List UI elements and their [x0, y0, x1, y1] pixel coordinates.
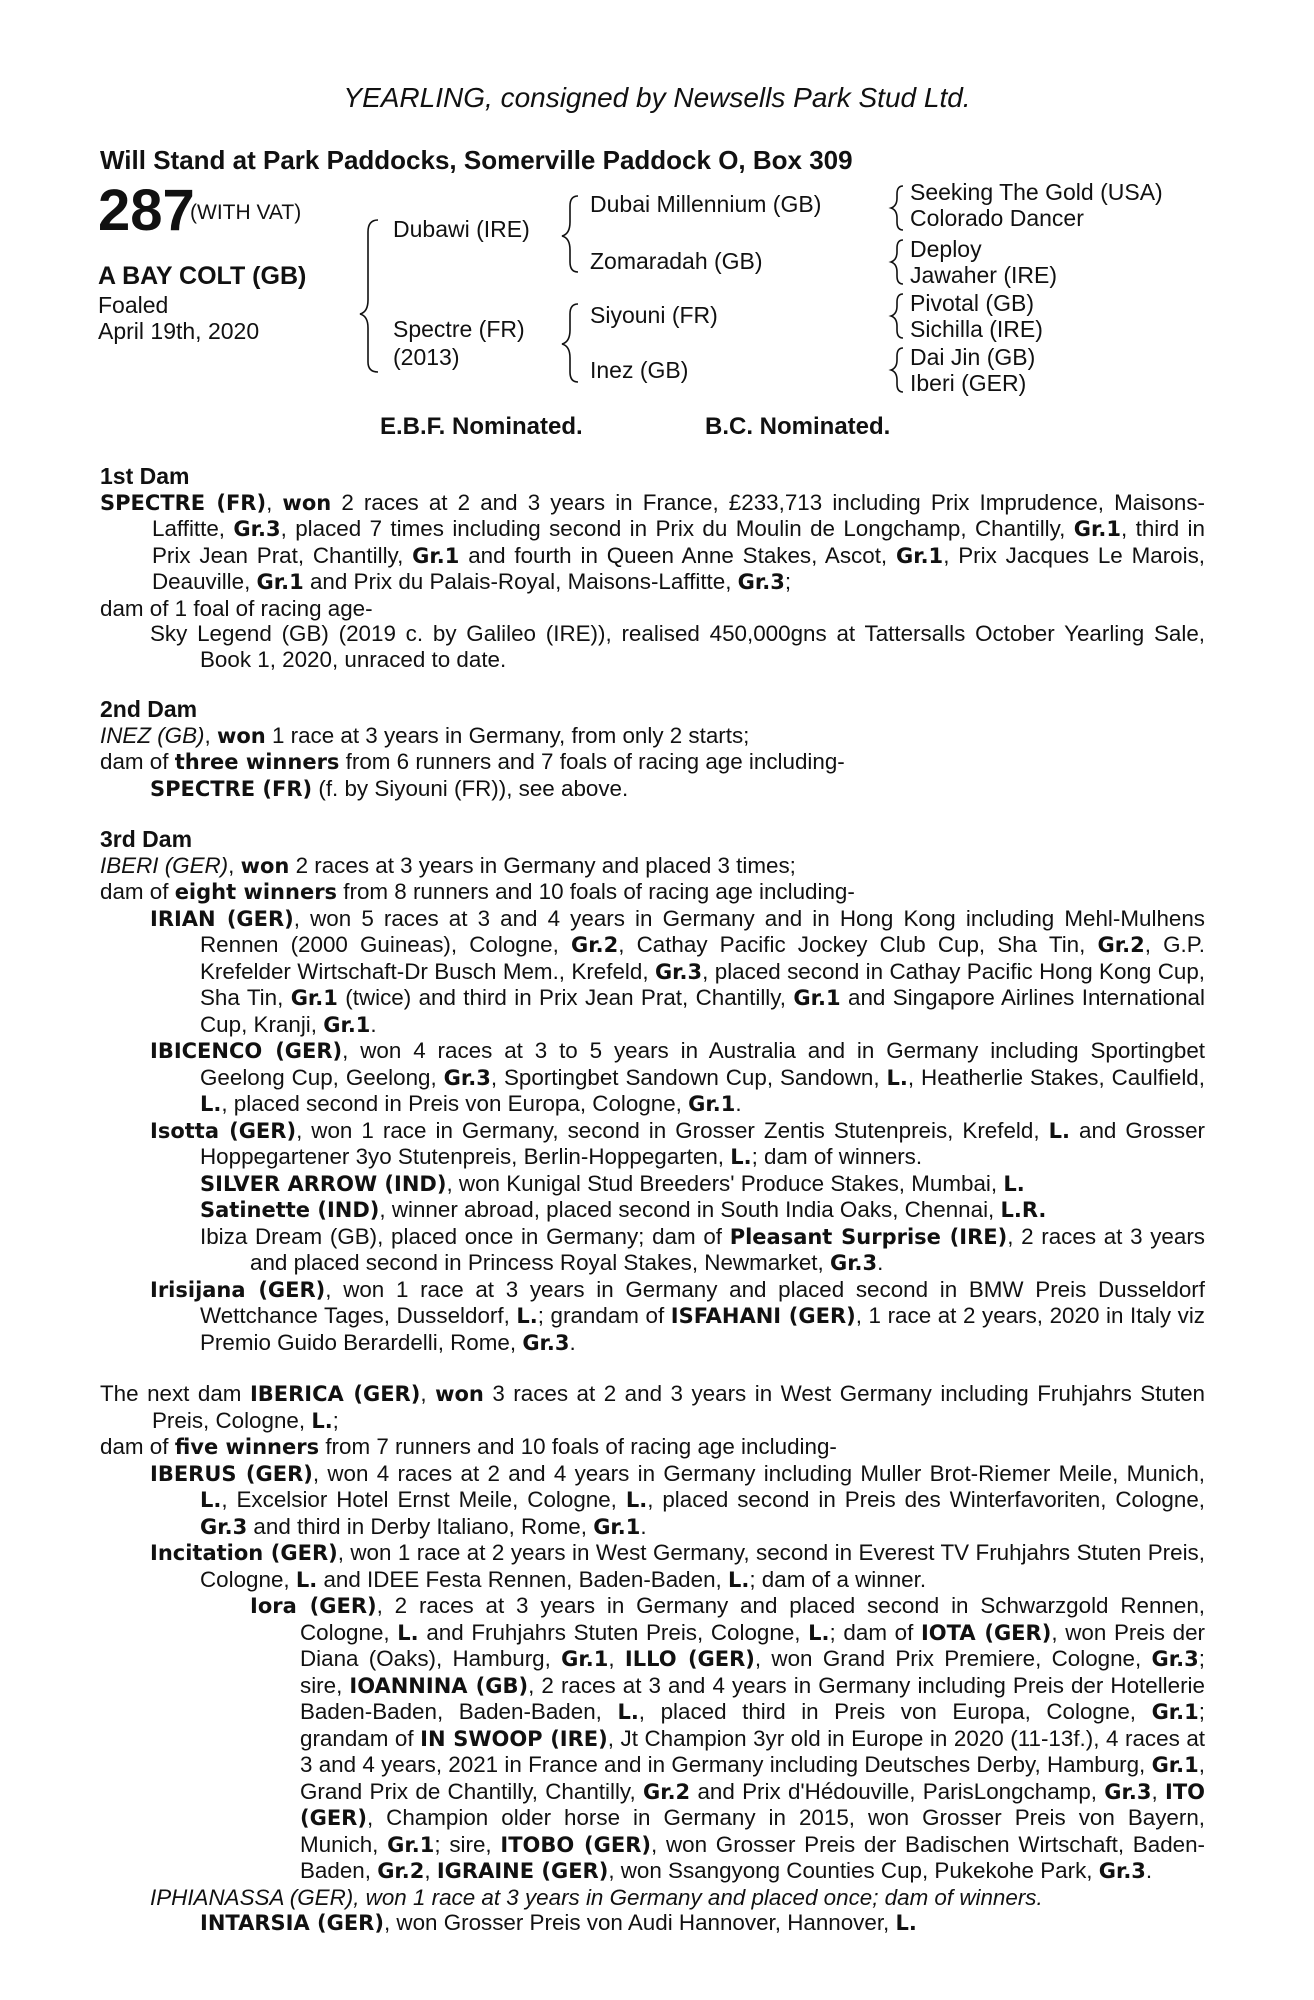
dam-dam: Inez (GB): [590, 357, 689, 383]
first-dam-foal: Sky Legend (GB) (2019 c. by Galileo (IRE)), realised 450,000gns at Tattersalls October Yearling Sale, Book 1, 2020, unraced to date.: [150, 621, 1205, 672]
dam-sire-sire: Pivotal (GB): [910, 290, 1034, 316]
next-dam-produce-intro: dam of five winners from 7 runners and 10 foals of racing age including-: [100, 1434, 837, 1459]
first-dam-record: SPECTRE (FR), won 2 races at 2 and 3 years in France, £233,713 including Prix Imprudence, Maisons-Laffitte, Gr.3, placed 7 times including second in Prix du Moulin de Longchamp, Chantilly, Gr.1, third in Prix Jean Prat, Chantilly, Gr.1 and fourth in Queen Anne Stakes, Ascot, Gr.1, Prix Jacques Le Marois, Deauville, Gr.1 and Prix du Palais-Royal, Maisons-Laffitte, Gr.3;: [100, 489, 1205, 594]
dam-sire: Siyouni (FR): [590, 302, 718, 328]
foaled-label: Foaled: [98, 292, 169, 318]
dam-dam-sire: Dai Jin (GB): [910, 344, 1036, 370]
sire-sire-dam: Colorado Dancer: [910, 205, 1084, 231]
produce-silver-arrow: SILVER ARROW (IND), won Kunigal Stud Breeders' Produce Stakes, Mumbai, L.: [200, 1170, 1025, 1196]
produce-satinette: Satinette (IND), winner abroad, placed second in South India Oaks, Chennai, L.R.: [200, 1197, 1047, 1222]
produce-ibiza-dream: Ibiza Dream (GB), placed once in Germany; dam of Pleasant Surprise (IRE), 2 races at 3 years and placed second in Princess Royal Stakes, Newmarket, Gr.3.: [200, 1223, 1205, 1275]
dam-year: (2013): [393, 344, 460, 370]
produce-irian: IRIAN (GER), won 5 races at 3 and 4 years in Germany and in Hong Kong including Mehl-Mulhens Rennen (2000 Guineas), Cologne, Gr.2, Cathay Pacific Jockey Club Cup, Sha Tin, Gr.2, G.P. Krefelder Wirtschaft-Dr Busch Mem., Krefeld, Gr.3, placed second in Cathay Pacific Hong Kong Cup, Sha Tin, Gr.1 (twice) and third in Prix Jean Prat, Chantilly, Gr.1 and Singapore Airlines International Cup, Kranji, Gr.1.: [150, 905, 1205, 1037]
produce-intarsia: INTARSIA (GER), won Grosser Preis von Audi Hannover, Hannover, L.: [200, 1910, 917, 1935]
foaled-date: April 19th, 2020: [98, 318, 260, 344]
sire-sire-sire: Seeking The Gold (USA): [910, 179, 1163, 205]
second-dam-heading: 2nd Dam: [100, 696, 198, 722]
consignor-title: YEARLING, consigned by Newsells Park Stud Ltd.: [343, 82, 971, 113]
first-dam-produce-intro: dam of 1 foal of racing age-: [100, 595, 373, 621]
sire-dam-sire: Deploy: [910, 236, 982, 262]
produce-record: [100, 464, 1205, 1937]
dam-sire-dam: Sichilla (IRE): [910, 316, 1043, 342]
second-dam-produce-intro: dam of three winners from 6 runners and 7 foals of racing age including-: [100, 749, 845, 774]
produce-ibicenco: IBICENCO (GER), won 4 races at 3 to 5 years in Australia and in Germany including Sportingbet Geelong Cup, Geelong, Gr.3, Sportingbet Sandown Cup, Sandown, L., Heatherlie Stakes, Caulfield, L., placed second in Preis von Europa, Cologne, Gr.1.: [150, 1038, 1205, 1116]
produce-irisijana: Irisijana (GER), won 1 race at 3 years in Germany and placed second in BMW Preis Dusseldorf Wettchance Tages, Dusseldorf, L.; grandam of ISFAHANI (GER), 1 race at 2 years, 2020 in Italy viz Premio Guido Berardelli, Rome, Gr.3.: [150, 1276, 1206, 1355]
third-dam-produce-intro: dam of eight winners from 8 runners and 10 foals of racing age including-: [100, 879, 855, 904]
dam: Spectre (FR): [393, 316, 525, 342]
second-dam-record: INEZ (GB), won 1 race at 3 years in Germany, from only 2 starts;: [100, 722, 750, 748]
lot-name: A BAY COLT (GB): [98, 262, 307, 290]
bc-nomination: B.C. Nominated.: [705, 413, 891, 440]
next-dam-record: The next dam IBERICA (GER), won 3 races at 2 and 3 years in West Germany including Fruhjahrs Stuten Preis, Cologne, L.;: [100, 1381, 1206, 1433]
vat-label: (WITH VAT): [190, 201, 302, 224]
sire-dam: Zomaradah (GB): [590, 248, 763, 274]
third-dam-record: IBERI (GER), won 2 races at 3 years in Germany and placed 3 times;: [100, 852, 796, 878]
lot-number: 287: [98, 178, 195, 243]
produce-iphianassa: IPHIANASSA (GER), won 1 race at 3 years in Germany and placed once; dam of winners.: [150, 1884, 1043, 1910]
produce-iberus: IBERUS (GER), won 4 races at 2 and 4 years in Germany including Muller Brot-Riemer Meile, Munich, L., Excelsior Hotel Ernst Meile, Cologne, L., placed second in Preis des Winterfavoriten, Cologne, Gr.3 and third in Derby Italiano, Rome, Gr.1.: [150, 1460, 1205, 1539]
third-dam-heading: 3rd Dam: [100, 826, 193, 852]
ebf-nomination: E.B.F. Nominated.: [380, 413, 583, 440]
produce-incitation: Incitation (GER), won 1 race at 2 years in West Germany, second in Everest TV Fruhjahrs Stuten Preis, Cologne, L. and IDEE Festa Rennen, Baden-Baden, L.; dam of a winner.: [150, 1540, 1205, 1592]
produce-iora: Iora (GER), 2 races at 3 years in Germany and placed second in Schwarzgold Rennen, Cologne, L. and Fruhjahrs Stuten Preis, Cologne, L.; dam of IOTA (GER), won Preis der Diana (Oaks), Hamburg, Gr.1, ILLO (GER), won Grand Prix Premiere, Cologne, Gr.3; sire, IOANNINA (GB), 2 races at 3 and 4 years in Germany including Preis der Hotellerie Baden-Baden, Baden-Baden, L., placed third in Preis von Europa, Cologne, Gr.1; grandam of IN SWOOP (IRE), Jt Champion 3yr old in Europe in 2020 (11-13f.), 4 races at 3 and 4 years, 2021 in France and in Germany including Deutsches Derby, Hamburg, Gr.1, Grand Prix de Chantilly, Chantilly, Gr.2 and Prix d'Hédouville, ParisLongchamp, Gr.3, ITO (GER), Champion older horse in Germany in 2015, won Grosser Preis von Bayern, Munich, Gr.1; sire, ITOBO (GER), won Grosser Preis der Badischen Wirtschaft, Baden-Baden, Gr.2, IGRAINE (GER), won Ssangyong Counties Cup, Pukekohe Park, Gr.3.: [250, 1593, 1206, 1883]
stand-location: Will Stand at Park Paddocks, Somerville Paddock O, Box 309: [100, 145, 853, 175]
second-dam-foal: SPECTRE (FR) (f. by Siyouni (FR)), see above.: [150, 775, 629, 801]
first-dam-heading: 1st Dam: [100, 463, 190, 489]
sire-sire: Dubai Millennium (GB): [590, 191, 822, 217]
produce-isotta: Isotta (GER), won 1 race in Germany, second in Grosser Zentis Stutenpreis, Krefeld, L. and Grosser Hoppegartener 3yo Stutenpreis, Berlin-Hoppegarten, L.; dam of winners.: [150, 1117, 1205, 1169]
sire: Dubawi (IRE): [393, 216, 530, 242]
sire-dam-dam: Jawaher (IRE): [910, 262, 1057, 288]
dam-dam-dam: Iberi (GER): [910, 370, 1027, 396]
